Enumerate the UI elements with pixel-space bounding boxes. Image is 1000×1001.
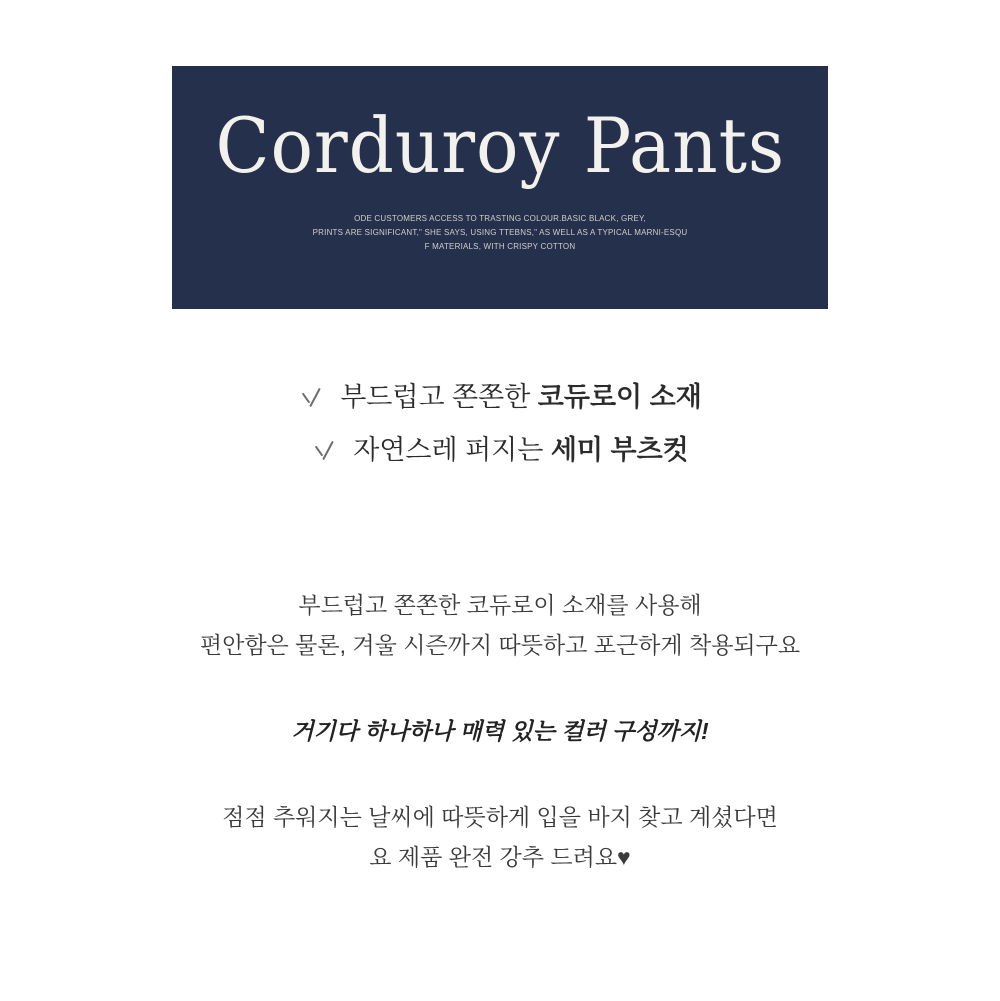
- checklist-item-text-light: 자연스레 퍼지는: [353, 435, 551, 466]
- description-line-4-text: 요 제품 완전 강추 드려요: [369, 844, 618, 870]
- hero-banner: [172, 66, 828, 309]
- checklist-item-text-bold: 세미 부츠컷: [550, 435, 689, 466]
- check-icon: [311, 438, 337, 464]
- feature-checklist: [0, 380, 1000, 468]
- description-line-1: 부드럽고 쫀쫀한 코듀로이 소재를 사용해: [298, 592, 702, 618]
- hero-title: Corduroy Pants: [215, 101, 785, 190]
- description-line-3: 점점 추워지는 날씨에 따뜻하게 입을 바지 찾고 계셨다면: [222, 804, 778, 830]
- hero-subtitle-line-2: PRINTS ARE SIGNIFICANT," SHE SAYS, USING TTEBNS," AS WELL AS A TYPICAL MARNI-ESQU: [312, 228, 688, 237]
- checklist-item-text-light: 부드럽고 쫀쫀한: [340, 382, 538, 412]
- checklist-item-label: [353, 433, 689, 468]
- check-icon: [298, 385, 324, 411]
- hero-content: [172, 66, 828, 309]
- copy-spacer: [0, 751, 1000, 797]
- checklist-item-text-bold: 코듀로이 소재: [537, 382, 702, 412]
- description-copy: [0, 585, 1000, 877]
- hero-subtitle: [285, 212, 715, 254]
- hero-subtitle-line-3: F MATERIALS, WITH CRISPY COTTON: [424, 242, 576, 251]
- heart-icon: ♥: [617, 844, 631, 870]
- copy-spacer: [0, 665, 1000, 711]
- checklist-item: [298, 380, 702, 415]
- description-line-2: 편안함은 물론, 겨울 시즌까지 따뜻하고 포근하게 착용되구요: [199, 632, 801, 658]
- description-emphasis: 거기다 하나하나 매력 있는 컬러 구성까지!: [291, 718, 709, 744]
- hero-subtitle-line-1: ODE CUSTOMERS ACCESS TO TRASTING COLOUR.BASIC BLACK, GREY,: [354, 214, 646, 223]
- checklist-item: [311, 433, 689, 468]
- checklist-item-label: [340, 380, 702, 415]
- description-line-4: [0, 837, 1000, 877]
